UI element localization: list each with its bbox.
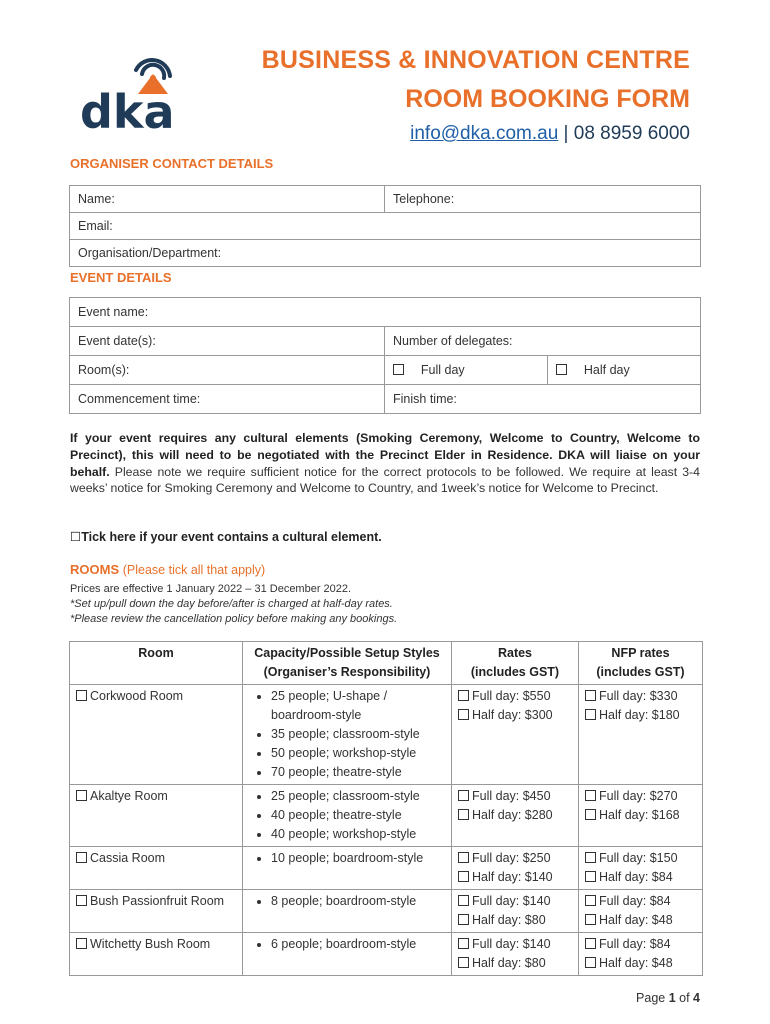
half-day-rate-checkbox[interactable]: [458, 914, 469, 925]
rates-cell: [452, 785, 579, 847]
nfp-half-day-rate: Half day: $48: [599, 956, 673, 970]
nfp-half-day-checkbox[interactable]: [585, 957, 596, 968]
organiser-table: [69, 185, 701, 267]
capacity-cell: [243, 933, 452, 976]
half-day-rate-option[interactable]: [458, 911, 572, 930]
room-row: [70, 685, 703, 785]
nfp-column-header: [579, 642, 703, 685]
capacity-header-line1: Capacity/Possible Setup Styles: [254, 646, 440, 660]
rooms-label: Room(s):: [78, 363, 130, 377]
room-row: [70, 847, 703, 890]
telephone-field[interactable]: [385, 186, 701, 213]
setup-styles-list: [249, 787, 445, 844]
commencement-label: Commencement time:: [78, 392, 201, 406]
setup-note: *Set up/pull down the day before/after is charged at half-day rates.: [70, 598, 393, 610]
setup-style-item: • 70 people; theatre-style: [271, 763, 445, 782]
half-day-rate-checkbox[interactable]: [458, 809, 469, 820]
capacity-cell: [243, 685, 452, 785]
rates-column-header: [452, 642, 579, 685]
nfp-full-day-option[interactable]: [585, 687, 696, 706]
capacity-cell: [243, 847, 452, 890]
setup-style-item: • 25 people; classroom-style: [271, 787, 445, 806]
full-day-label: Full day: [420, 363, 465, 377]
phone-number: 08 8959 6000: [573, 123, 690, 144]
nfp-full-day-rate: Full day: $330: [599, 689, 678, 703]
full-day-rate-option[interactable]: [458, 935, 572, 954]
page-number: [636, 991, 700, 1005]
nfp-full-day-rate: Full day: $150: [599, 851, 678, 865]
capacity-column-header: [243, 642, 452, 685]
room-name: Akaltye Room: [90, 789, 168, 803]
half-day-rate-checkbox[interactable]: [458, 709, 469, 720]
nfp-rates-cell: [579, 933, 703, 976]
nfp-half-day-option[interactable]: [585, 954, 696, 973]
email-label: Email:: [78, 219, 113, 233]
nfp-half-day-checkbox[interactable]: [585, 709, 596, 720]
cultural-notice-text: Please note we require sufficient notice for the correct protocols to be followed. We require at least 3-4 weeks’ notice for Smoking Ceremony and Welcome to Country, and 1week’s notice for Welcome to Precinct.: [70, 464, 700, 496]
rates-cell: [452, 685, 579, 785]
half-day-rate: Half day: $80: [472, 956, 546, 970]
setup-style-item: • 6 people; boardroom-style: [271, 935, 445, 954]
finish-label: Finish time:: [393, 392, 457, 406]
cultural-paragraph: [70, 430, 700, 497]
organisation-label: Organisation/Department:: [78, 246, 222, 260]
nfp-half-day-rate: Half day: $48: [599, 913, 673, 927]
form-title-line2: ROOM BOOKING FORM: [405, 85, 690, 113]
event-heading: EVENT DETAILS: [70, 270, 172, 285]
nfp-full-day-rate: Full day: $84: [599, 894, 671, 908]
form-title-line1: BUSINESS & INNOVATION CENTRE: [261, 46, 690, 74]
full-day-rate: Full day: $450: [472, 789, 551, 803]
room-name-cell[interactable]: [70, 890, 243, 933]
nfp-half-day-checkbox[interactable]: [585, 871, 596, 882]
full-day-rate: Full day: $140: [472, 937, 551, 951]
room-row: [70, 933, 703, 976]
rates-cell: [452, 890, 579, 933]
room-checkbox[interactable]: [76, 690, 87, 701]
page-prefix: Page: [636, 991, 669, 1005]
nfp-half-day-rate: Half day: $84: [599, 870, 673, 884]
full-day-rate-option[interactable]: [458, 892, 572, 911]
nfp-rates-cell: [579, 785, 703, 847]
cultural-tick-option[interactable]: ☐Tick here if your event contains a cultural element.: [70, 530, 382, 544]
setup-styles-list: [249, 892, 445, 911]
rates-cell: [452, 847, 579, 890]
room-checkbox[interactable]: [76, 895, 87, 906]
nfp-full-day-checkbox[interactable]: [585, 895, 596, 906]
nfp-full-day-rate: Full day: $84: [599, 937, 671, 951]
nfp-full-day-option[interactable]: [585, 935, 696, 954]
full-day-rate: Full day: $550: [472, 689, 551, 703]
full-day-rate-checkbox[interactable]: [458, 790, 469, 801]
setup-style-item: • 40 people; workshop-style: [271, 825, 445, 844]
room-name: Corkwood Room: [90, 689, 184, 703]
setup-styles-list: [249, 687, 445, 782]
organiser-heading: ORGANISER CONTACT DETAILS: [70, 156, 274, 171]
rooms-field[interactable]: [70, 356, 385, 385]
full-day-checkbox[interactable]: [393, 364, 404, 375]
full-day-rate-checkbox[interactable]: [458, 895, 469, 906]
half-day-rate-option[interactable]: [458, 868, 572, 887]
setup-style-item: • 50 people; workshop-style: [271, 744, 445, 763]
room-checkbox[interactable]: [76, 938, 87, 949]
full-day-rate-checkbox[interactable]: [458, 938, 469, 949]
name-field[interactable]: [70, 186, 385, 213]
half-day-rate-option[interactable]: [458, 806, 572, 825]
event-name-field[interactable]: [70, 298, 701, 327]
half-day-label: Half day: [583, 363, 630, 377]
setup-style-item: • 8 people; boardroom-style: [271, 892, 445, 911]
organisation-field[interactable]: [70, 240, 701, 267]
finish-field[interactable]: [385, 385, 701, 414]
nfp-full-day-option[interactable]: [585, 892, 696, 911]
page-current: 1: [668, 991, 676, 1005]
room-name-cell[interactable]: [70, 785, 243, 847]
capacity-cell: [243, 890, 452, 933]
setup-styles-list: [249, 849, 445, 868]
event-name-label: Event name:: [78, 305, 149, 319]
contact-line: [410, 123, 690, 145]
nfp-full-day-rate: Full day: $270: [599, 789, 678, 803]
full-day-rate: Full day: $250: [472, 851, 551, 865]
rooms-table: [69, 641, 703, 976]
nfp-half-day-option[interactable]: [585, 868, 696, 887]
full-day-rate-checkbox[interactable]: [458, 852, 469, 863]
nfp-full-day-checkbox[interactable]: [585, 690, 596, 701]
setup-style-item: • 35 people; classroom-style: [271, 725, 445, 744]
logo-text: dka: [80, 85, 175, 132]
rates-cell: [452, 933, 579, 976]
half-day-checkbox[interactable]: [556, 364, 567, 375]
room-checkbox[interactable]: [76, 790, 87, 801]
name-label: Name:: [78, 192, 115, 206]
full-day-rate-option[interactable]: [458, 687, 572, 706]
room-checkbox[interactable]: [76, 852, 87, 863]
room-name: Cassia Room: [90, 851, 166, 865]
event-dates-label: Event date(s):: [78, 334, 156, 348]
half-day-rate: Half day: $300: [472, 708, 553, 722]
rooms-heading: [70, 562, 265, 577]
room-column-header: Room: [70, 642, 243, 685]
setup-style-item: • 40 people; theatre-style: [271, 806, 445, 825]
room-row: [70, 890, 703, 933]
rooms-title: ROOMS: [70, 562, 120, 577]
half-day-rate-checkbox[interactable]: [458, 871, 469, 882]
room-row: [70, 785, 703, 847]
nfp-full-day-option[interactable]: [585, 849, 696, 868]
commencement-field[interactable]: [70, 385, 385, 414]
setup-styles-list: [249, 935, 445, 954]
half-day-rate: Half day: $140: [472, 870, 553, 884]
cultural-bold-text: If your event requires any cultural elements (Smoking Ceremony, Welcome to Country, Welcome to Precinct), this will need to be negotiated with the Precinct Elder in Residence. DKA will liaise on your behalf.: [70, 431, 700, 479]
nfp-half-day-option[interactable]: [585, 806, 696, 825]
dka-logo: [80, 48, 180, 132]
full-day-rate-option[interactable]: [458, 787, 572, 806]
capacity-cell: [243, 785, 452, 847]
nfp-half-day-option[interactable]: [585, 706, 696, 725]
room-name-cell[interactable]: [70, 847, 243, 890]
room-name-cell[interactable]: [70, 685, 243, 785]
nfp-full-day-checkbox[interactable]: [585, 790, 596, 801]
setup-style-item: • 10 people; boardroom-style: [271, 849, 445, 868]
delegates-field[interactable]: [385, 327, 701, 356]
event-table: [69, 297, 701, 414]
half-day-rate-option[interactable]: [458, 954, 572, 973]
full-day-rate: Full day: $140: [472, 894, 551, 908]
nfp-half-day-rate: Half day: $168: [599, 808, 680, 822]
rates-header-line2: (includes GST): [470, 665, 560, 679]
rooms-heading-note: (Please tick all that apply): [122, 563, 266, 577]
setup-style-item: • 25 people; U-shape / boardroom-style: [271, 687, 445, 725]
rooms-table-header: [70, 642, 703, 685]
telephone-label: Telephone:: [393, 192, 455, 206]
half-day-rate-option[interactable]: [458, 706, 572, 725]
full-day-rate-checkbox[interactable]: [458, 690, 469, 701]
page-total: 4: [693, 991, 700, 1005]
nfp-half-day-checkbox[interactable]: [585, 914, 596, 925]
delegates-label: Number of delegates:: [393, 334, 513, 348]
nfp-rates-cell: [579, 847, 703, 890]
contact-separator: |: [563, 123, 569, 144]
nfp-full-day-checkbox[interactable]: [585, 938, 596, 949]
nfp-full-day-checkbox[interactable]: [585, 852, 596, 863]
nfp-full-day-option[interactable]: [585, 787, 696, 806]
half-day-option[interactable]: [548, 356, 701, 385]
nfp-half-day-checkbox[interactable]: [585, 809, 596, 820]
full-day-rate-option[interactable]: [458, 849, 572, 868]
nfp-rates-cell: [579, 685, 703, 785]
capacity-header-line2: (Organiser’s Responsibility): [263, 665, 431, 679]
half-day-rate-checkbox[interactable]: [458, 957, 469, 968]
event-dates-field[interactable]: [70, 327, 385, 356]
full-day-option[interactable]: [385, 356, 548, 385]
nfp-header-line2: (includes GST): [596, 665, 685, 679]
room-name-cell[interactable]: [70, 933, 243, 976]
room-name: Witchetty Bush Room: [90, 937, 211, 951]
nfp-header-line1: NFP rates: [611, 646, 670, 660]
cancellation-note: *Please review the cancellation policy before making any bookings.: [70, 613, 398, 625]
nfp-rates-cell: [579, 890, 703, 933]
half-day-rate: Half day: $80: [472, 913, 546, 927]
half-day-rate: Half day: $280: [472, 808, 553, 822]
email-field[interactable]: [70, 213, 701, 240]
page-of: of: [675, 991, 694, 1005]
rates-header-line1: Rates: [497, 646, 533, 660]
room-name: Bush Passionfruit Room: [90, 894, 225, 908]
nfp-half-day-rate: Half day: $180: [599, 708, 680, 722]
nfp-half-day-option[interactable]: [585, 911, 696, 930]
prices-note: Prices are effective 1 January 2022 – 31 December 2022.: [70, 583, 352, 595]
email-link[interactable]: info@dka.com.au: [410, 123, 559, 144]
